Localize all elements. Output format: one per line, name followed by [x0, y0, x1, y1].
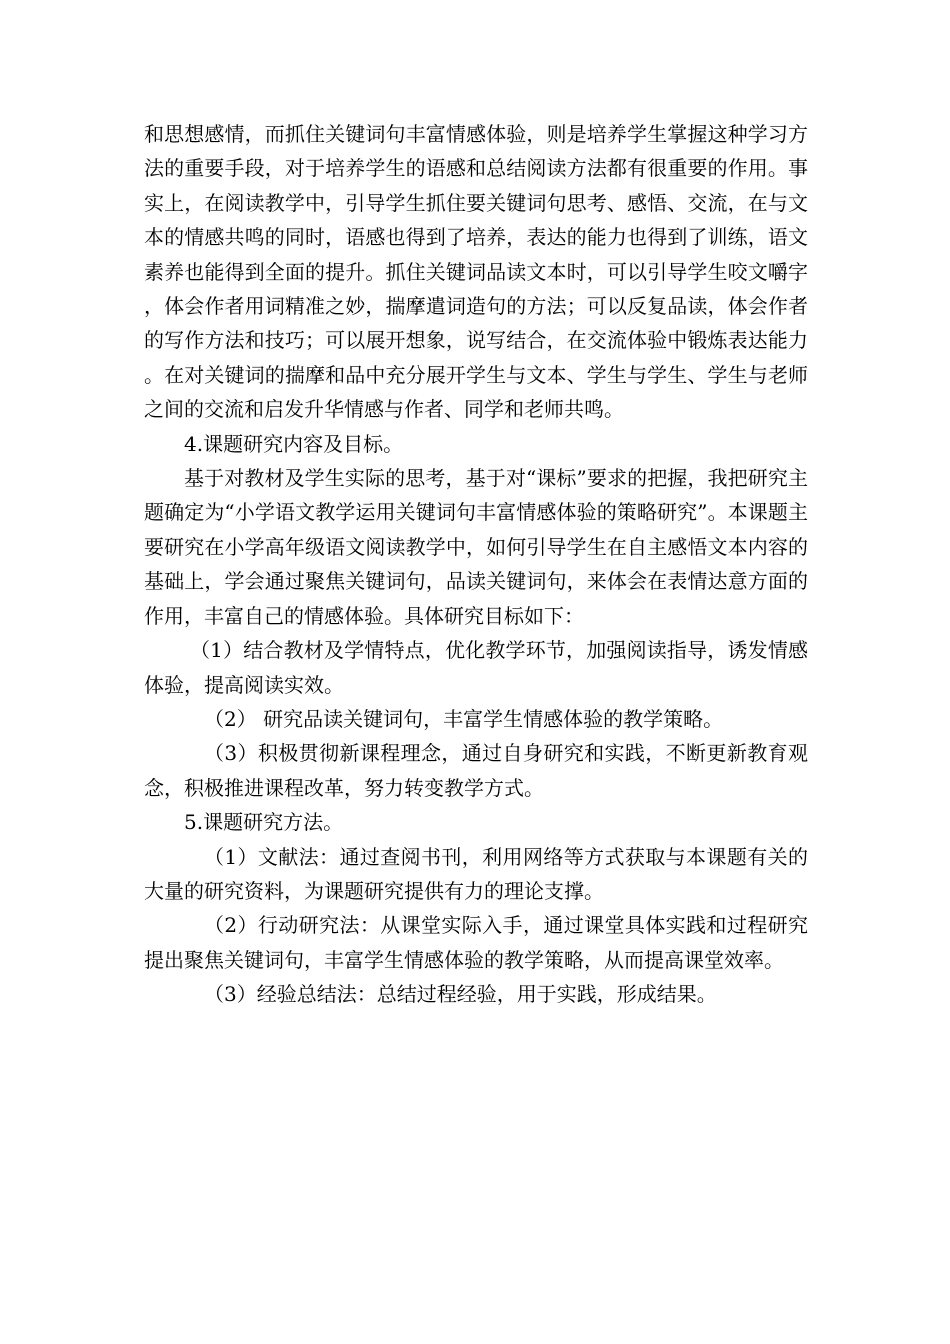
method-item-2: （2）行动研究法：从课堂实际入手，通过课堂具体实践和过程研究提出聚焦关键词句，丰富学生情感体验的教学策略，从而提高课堂效率。 — [144, 913, 808, 972]
body-paragraph-research-content: 基于对教材及学生实际的思考，基于对“课标”要求的把握，我把研究主题确定为“小学语文教学运用关键词句丰富情感体验的策略研究”。本课题主要研究在小学高年级语文阅读教学中，如何引导学生在自主感悟文本内容的基础上，学会通过聚焦关键词句，品读关键词句，来体会在表情达意方面的作用，丰富自己的情感体验。具体研究目标如下： — [144, 466, 808, 628]
section-heading-5: 5.课题研究方法。 — [184, 810, 344, 835]
goal-item-1: （1）结合教材及学情特点，优化教学环节，加强阅读指导，诱发情感体验，提高阅读实效。 — [144, 638, 808, 697]
method-item-3: （3）经验总结法：总结过程经验，用于实践，形成结果。 — [204, 982, 717, 1007]
body-paragraph-continuation: 和思想感情，而抓住关键词句丰富情感体验，则是培养学生掌握这种学习方法的重要手段，对于培养学生的语感和总结阅读方法都有很重要的作用。事实上，在阅读教学中，引导学生抓住要关键词句思考、感悟、交流，在与文本的情感共鸣的同时，语感也得到了培养，表达的能力也得到了训练，语文素养也能得到全面的提升。抓住关键词品读文本时，可以引导学生咬文嚼字，体会作者用词精准之妙，揣摩遣词造句的方法；可以反复品读，体会作者的写作方法和技巧；可以展开想象，说写结合，在交流体验中锻炼表达能力。在对关键词的揣摩和品中充分展开学生与文本、学生与学生、学生与老师之间的交流和启发升华情感与作者、同学和老师共鸣。 — [144, 122, 808, 422]
goal-item-2: （2） 研究品读关键词句，丰富学生情感体验的教学策略。 — [204, 706, 724, 731]
goal-item-3: （3）积极贯彻新课程理念，通过自身研究和实践，不断更新教育观念，积极推进课程改革，努力转变教学方式。 — [144, 741, 808, 800]
method-item-1: （1）文献法：通过查阅书刊，利用网络等方式获取与本课题有关的大量的研究资料，为课题研究提供有力的理论支撑。 — [144, 844, 808, 903]
section-heading-4: 4.课题研究内容及目标。 — [184, 431, 404, 456]
document-page — [144, 117, 808, 1012]
